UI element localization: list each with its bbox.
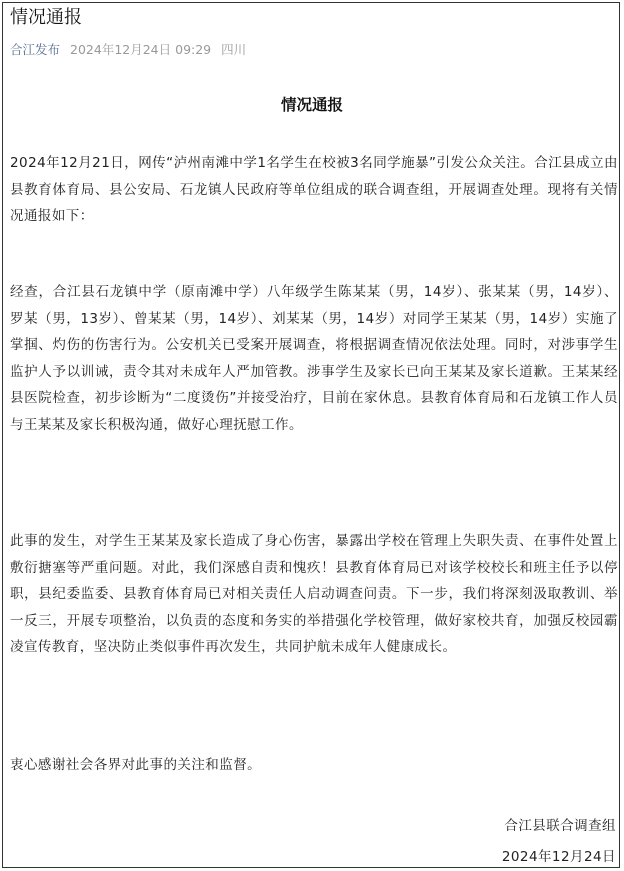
body-paragraph: 2024年12月21日，网传“泸州南滩中学1名学生在校被3名同学施暴”引发公众关注。合江县成立由县教育体育局、县公安局、石龙镇人民政府等单位组成的联合调查组，开展调查处理。现将有关情况通报如下： [10, 155, 618, 224]
article-meta [10, 41, 246, 59]
publish-region: 四川 [221, 42, 247, 57]
source-account-link[interactable]: 合江发布 [10, 42, 61, 57]
article-title: 情况通报 [10, 7, 82, 28]
body-paragraph: 此事的发生，对学生王某某及家长造成了身心伤害，暴露出学校在管理上失职失责、在事件处置上敷衍搪塞等严重问题。对此，我们深感自责和愧疚！县教育体育局已对该学校校长和班主任予以停职，县纪委监委、县教育体育局已对相关责任人启动调查问责。下一步，我们将深刻汲取教训、举一反三，开展专项整治，以负责的态度和务实的举措强化学校管理，做好家校共育，加强反校园霸凌宣传教育，坚决防止类似事件再次发生，共同护航未成年人健康成长。 [10, 533, 618, 655]
publish-datetime: 2024年12月24日 09:29 [70, 42, 212, 57]
body-paragraph: 经查，合江县石龙镇中学（原南滩中学）八年级学生陈某某（男，14岁）、张某某（男，14岁）、罗某（男，13岁）、曾某某（男，14岁）、刘某某（男，14岁）对同学王某某（男，14岁）实施了掌掴、灼伤的伤害行为。公安机关已受案开展调查，将根据调查情况依法处理。同时，对涉事学生监护人予以训诫，责令其对未成年人严加管教。涉事学生及家长已向王某某及家长道歉。王某某经县医院检查，初步诊断为“二度烫伤”并接受治疗，目前在家休息。县教育体育局和石龙镇工作人员与王某某及家长积极沟通，做好心理抚慰工作。 [10, 284, 618, 433]
body-paragraph: 衷心感谢社会各界对此事的关注和监督。 [10, 757, 262, 773]
signature-organization: 合江县联合调查组 [504, 818, 616, 834]
notice-headline: 情况通报 [280, 96, 343, 114]
signature-date: 2024年12月24日 [501, 849, 616, 865]
